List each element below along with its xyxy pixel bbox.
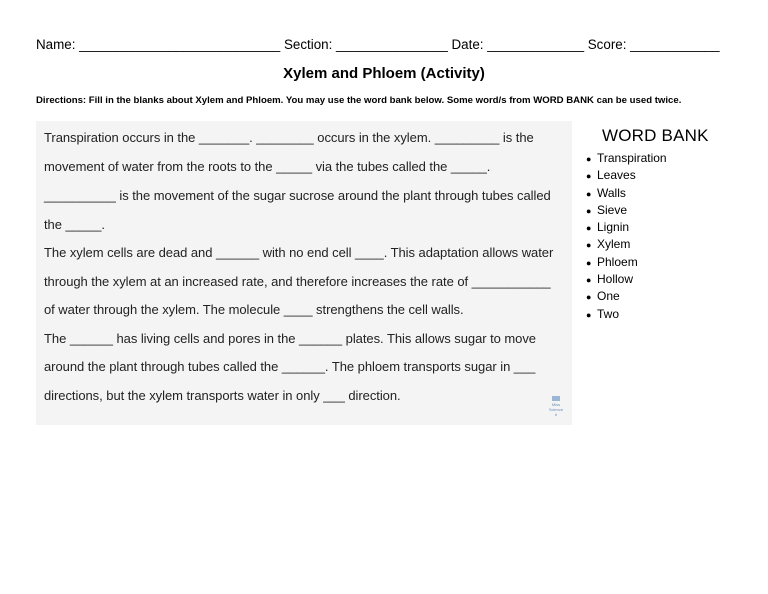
passage-line: of water through the xylem. The molecule ____ strengthens the cell walls. xyxy=(44,302,464,317)
passage-line: movement of water from the roots to the _____ via the tubes called the _____. xyxy=(44,159,491,174)
passage-line: around the plant through tubes called the ______. The phloem transports sugar in ___ xyxy=(44,359,536,374)
passage-line: __________ is the movement of the sugar sucrose around the plant through tubes called xyxy=(44,188,551,203)
word-bank-item xyxy=(586,254,756,271)
word-bank-item xyxy=(586,271,756,288)
word-bank-item xyxy=(586,236,756,253)
word-bank-item xyxy=(586,306,756,323)
word-bank-word: Xylem xyxy=(597,237,631,252)
word-bank-word: Transpiration xyxy=(597,151,667,165)
word-bank xyxy=(586,126,756,323)
word-bank-word: Two xyxy=(597,306,620,321)
logo-icon xyxy=(552,396,560,401)
word-bank-word: Lignin xyxy=(597,220,630,235)
bullet-icon: ● xyxy=(586,257,592,268)
bullet-icon: ● xyxy=(586,223,592,234)
bullet-icon: ● xyxy=(586,292,592,303)
word-bank-item xyxy=(586,167,756,184)
logo-text: Miss xyxy=(551,402,561,407)
passage-line: The ______ has living cells and pores in the ______ plates. This allows sugar to move xyxy=(44,331,536,346)
word-bank-list xyxy=(586,150,756,323)
passage-line: the _____. xyxy=(44,217,105,232)
word-bank-item xyxy=(586,150,756,167)
bullet-icon: ● xyxy=(586,171,592,182)
passage-line: directions, but the xylem transports water in only ___ direction. xyxy=(44,388,401,403)
logo-text: Science xyxy=(548,407,564,412)
word-bank-word: Leaves xyxy=(597,168,636,183)
word-bank-word: Phloem xyxy=(597,254,638,269)
student-info-line: Name: ___________________________ Section: _______________ Date: _____________ Score: ____________ xyxy=(36,37,720,52)
word-bank-word: Walls xyxy=(597,185,626,200)
word-bank-item xyxy=(586,219,756,236)
passage-line: through the xylem at an increased rate, and therefore increases the rate of ___________ xyxy=(44,274,551,289)
passage-line: The xylem cells are dead and ______ with no end cell ____. This adaptation allows water xyxy=(44,245,554,260)
word-bank-item xyxy=(586,288,756,305)
bullet-icon: ● xyxy=(586,154,592,164)
word-bank-word: One xyxy=(597,289,620,304)
bullet-icon: ● xyxy=(586,188,592,199)
bullet-icon: ● xyxy=(586,309,592,320)
logo-text: ti xyxy=(555,412,557,417)
word-bank-word: Sieve xyxy=(597,202,628,217)
bullet-icon: ● xyxy=(586,205,592,216)
word-bank-item xyxy=(586,202,756,219)
watermark-logo xyxy=(545,396,567,417)
word-bank-item xyxy=(586,185,756,202)
directions-text: Directions: Fill in the blanks about Xylem and Phloem. You may use the word bank below. Some word/s from WORD BANK can be used twice. xyxy=(36,95,682,106)
fill-in-passage xyxy=(36,121,572,425)
word-bank-title: WORD BANK xyxy=(602,126,709,145)
word-bank-word: Hollow xyxy=(597,272,634,287)
bullet-icon: ● xyxy=(586,240,592,251)
worksheet-title: Xylem and Phloem (Activity) xyxy=(283,65,485,82)
bullet-icon: ● xyxy=(586,275,592,286)
passage-line: Transpiration occurs in the _______. ________ occurs in the xylem. _________ is the xyxy=(44,130,534,145)
